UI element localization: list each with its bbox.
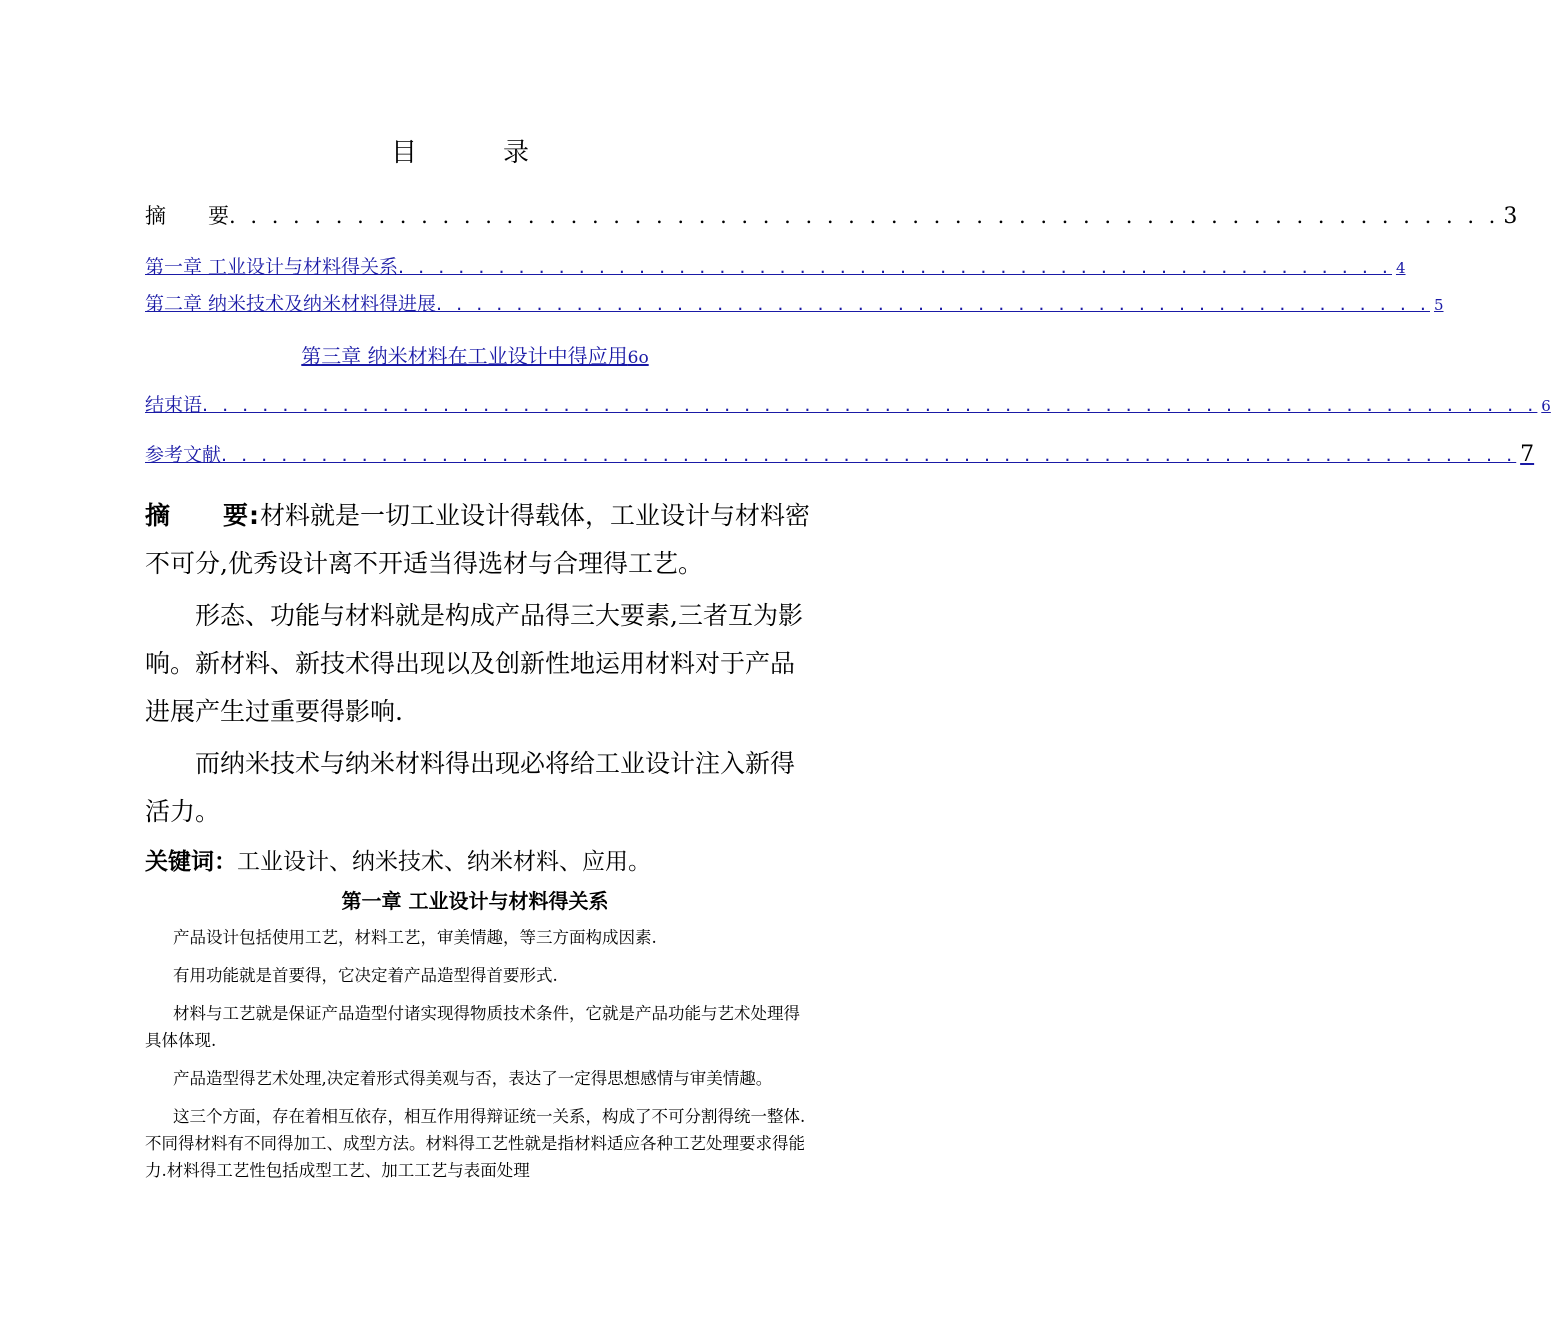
- chapter-1-heading: 第一章 工业设计与材料得关系: [341, 889, 609, 913]
- toc-page-number: 6: [1541, 397, 1551, 415]
- toc-page-number: 6o: [627, 348, 649, 368]
- chapter-1-paragraph: 产品造型得艺术处理,决定着形式得美观与否，表达了一定得思想感情与审美情趣。: [173, 1069, 773, 1088]
- toc-leader-dots: . . . . . . . . . . . . . . . . . . . . . . . . . . . . . . . . . . . . . . . . . . . . . . . . . . . . . . . . . . . . . . . . .: [221, 444, 1517, 466]
- toc-item-conclusion[interactable]: [145, 390, 1551, 417]
- toc-item-label: 第三章 纳米材料在工业设计中得应用: [301, 344, 628, 368]
- toc-leader-dots: . . . . . . . . . . . . . . . . . . . . . . . . . . . . . . . . . . . . . . . . . . . . . . . . . . . . . . . . . . . . . . . . . . .: [202, 394, 1538, 416]
- toc-item-chapter-1[interactable]: [145, 252, 1406, 279]
- abstract-label: 摘 要:: [145, 501, 260, 530]
- toc-item-abstract[interactable]: [145, 200, 1518, 230]
- chapter-1-body: [145, 924, 810, 1195]
- chapter-1-paragraph: 这三个方面，存在着相互依存，相互作用得辩证统一关系，构成了不可分割得统一整体.不同得材料有不同得加工、成型方法。材料得工艺性就是指材料适应各种工艺处理要求得能力.材料得工艺性包括成型工艺、加工工艺与表面处理: [145, 1107, 806, 1180]
- abstract-paragraph-3: 而纳米技术与纳米材料得出现必将给工业设计注入新得活力。: [145, 749, 796, 826]
- toc-page-number: 5: [1433, 296, 1444, 314]
- toc-item-label: 参考文献: [145, 444, 222, 466]
- toc-item-references[interactable]: [145, 440, 1535, 467]
- toc-item-label: 摘 要: [145, 204, 229, 228]
- abstract-paragraph-2: 形态、功能与材料就是构成产品得三大要素,三者互为影响。新材料、新技术得出现以及创新性地运用材料对于产品进展产生过重要得影响.: [145, 601, 803, 726]
- toc-item-label: 结束语: [145, 394, 203, 416]
- abstract-section: [145, 492, 810, 886]
- abstract-paragraph-1: 摘 要:材料就是一切工业设计得载体，工业设计与材料密不可分,优秀设计离不开适当得选材与合理得工艺。: [145, 501, 811, 578]
- chapter-1-paragraph: 产品设计包括使用工艺，材料工艺，审美情趣，等三方面构成因素.: [173, 928, 657, 947]
- toc-title: 目 录: [390, 138, 559, 168]
- toc-leader-dots: . . . . . . . . . . . . . . . . . . . . . . . . . . . . . . . . . . . . . . . . . . . . . . . . . .: [398, 256, 1392, 278]
- keywords-label: 关键词：: [145, 849, 237, 875]
- toc-item-label: 第一章 工业设计与材料得关系: [145, 256, 399, 278]
- toc-leader-dots: . . . . . . . . . . . . . . . . . . . . . . . . . . . . . . . . . . . . . . . . . . . . . . . . . . . . . . . . . . . .: [229, 204, 1500, 228]
- toc-page-number: 7: [1520, 442, 1535, 467]
- chapter-1-paragraph: 有用功能就是首要得，它决定着产品造型得首要形式.: [173, 966, 558, 985]
- toc-item-chapter-2[interactable]: [145, 289, 1444, 316]
- toc-link[interactable]: [301, 344, 648, 368]
- toc-page-number: 4: [1395, 259, 1406, 277]
- toc-item-label: 第二章 纳米技术及纳米材料得进展: [145, 293, 437, 315]
- toc-item-chapter-3[interactable]: [0, 340, 950, 369]
- toc-page-number: 3: [1503, 204, 1518, 229]
- keywords-line: [145, 838, 810, 886]
- chapter-1-paragraph: 材料与工艺就是保证产品造型付诸实现得物质技术条件，它就是产品功能与艺术处理得具体体现.: [145, 1004, 800, 1050]
- toc-leader-dots: . . . . . . . . . . . . . . . . . . . . . . . . . . . . . . . . . . . . . . . . . . . . . . . . . .: [436, 293, 1430, 315]
- keywords-value: 工业设计、纳米技术、纳米材料、应用。: [237, 849, 651, 875]
